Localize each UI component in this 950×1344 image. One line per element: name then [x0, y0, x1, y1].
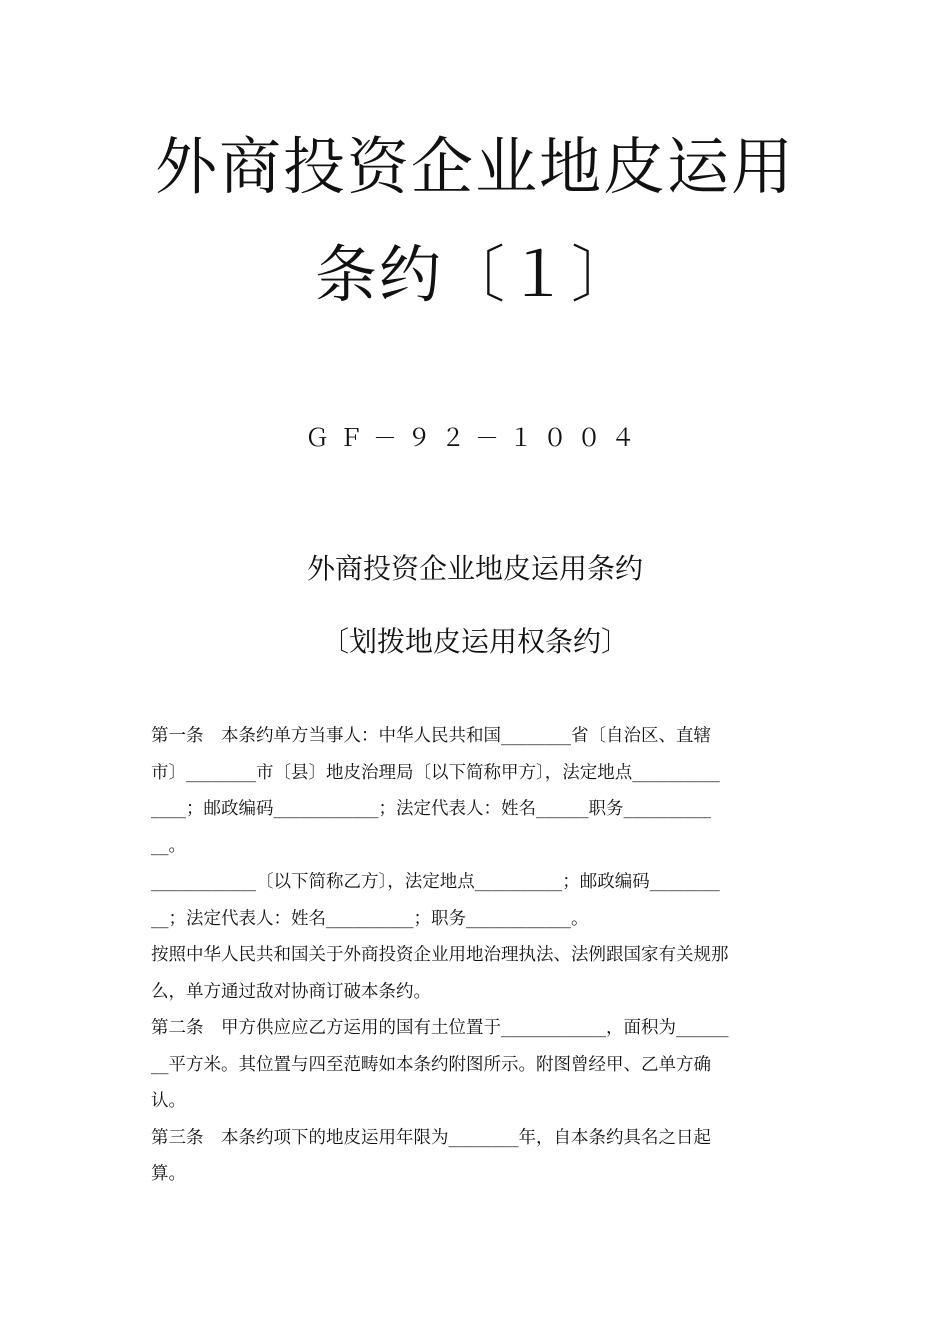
body-line: 认。: [151, 1091, 186, 1111]
body-line: __平方米。其位置与四至范畴如本条约附图所示。附图曾经甲、乙单方确: [151, 1054, 711, 1075]
body-line: __。: [151, 835, 186, 856]
body-line: 市〕________市〔县〕地皮治理局〔以下简称甲方〕，法定地点__________: [151, 762, 720, 783]
body-line: __；法定代表人：姓名__________；职务____________。: [151, 908, 589, 929]
contract-body: [151, 718, 786, 1193]
body-line: 第三条 本条约项下的地皮运用年限为________年，自本条约具名之日起: [151, 1127, 711, 1148]
body-line: ____________〔以下简称乙方〕，法定地点__________；邮政编码________: [151, 872, 720, 892]
body-line: 么，单方通过敌对协商订破本条约。: [151, 981, 431, 1002]
body-line: 第二条 甲方供应应乙方运用的国有土位置于____________，面积为______: [151, 1018, 729, 1038]
body-line: ____；邮政编码____________；法定代表人：姓名______职务__________: [151, 799, 711, 819]
document-title-line-1: 外商投资企业地皮运用: [154, 130, 795, 203]
body-line: 按照中华人民共和国关于外商投资企业用地治理执法、法例跟国家有关规那: [151, 945, 729, 965]
document-title-line-2: 条约〔１〕: [314, 238, 635, 311]
body-line: 算。: [151, 1164, 186, 1184]
contract-subheading: 〔划拨地皮运用权条约〕: [320, 625, 629, 658]
body-line: 第一条 本条约单方当事人：中华人民共和国________省〔自治区、直辖: [151, 726, 711, 746]
contract-heading: 外商投资企业地皮运用条约: [306, 552, 643, 585]
document-code: ＧＦ－９２－１００４: [305, 424, 645, 452]
